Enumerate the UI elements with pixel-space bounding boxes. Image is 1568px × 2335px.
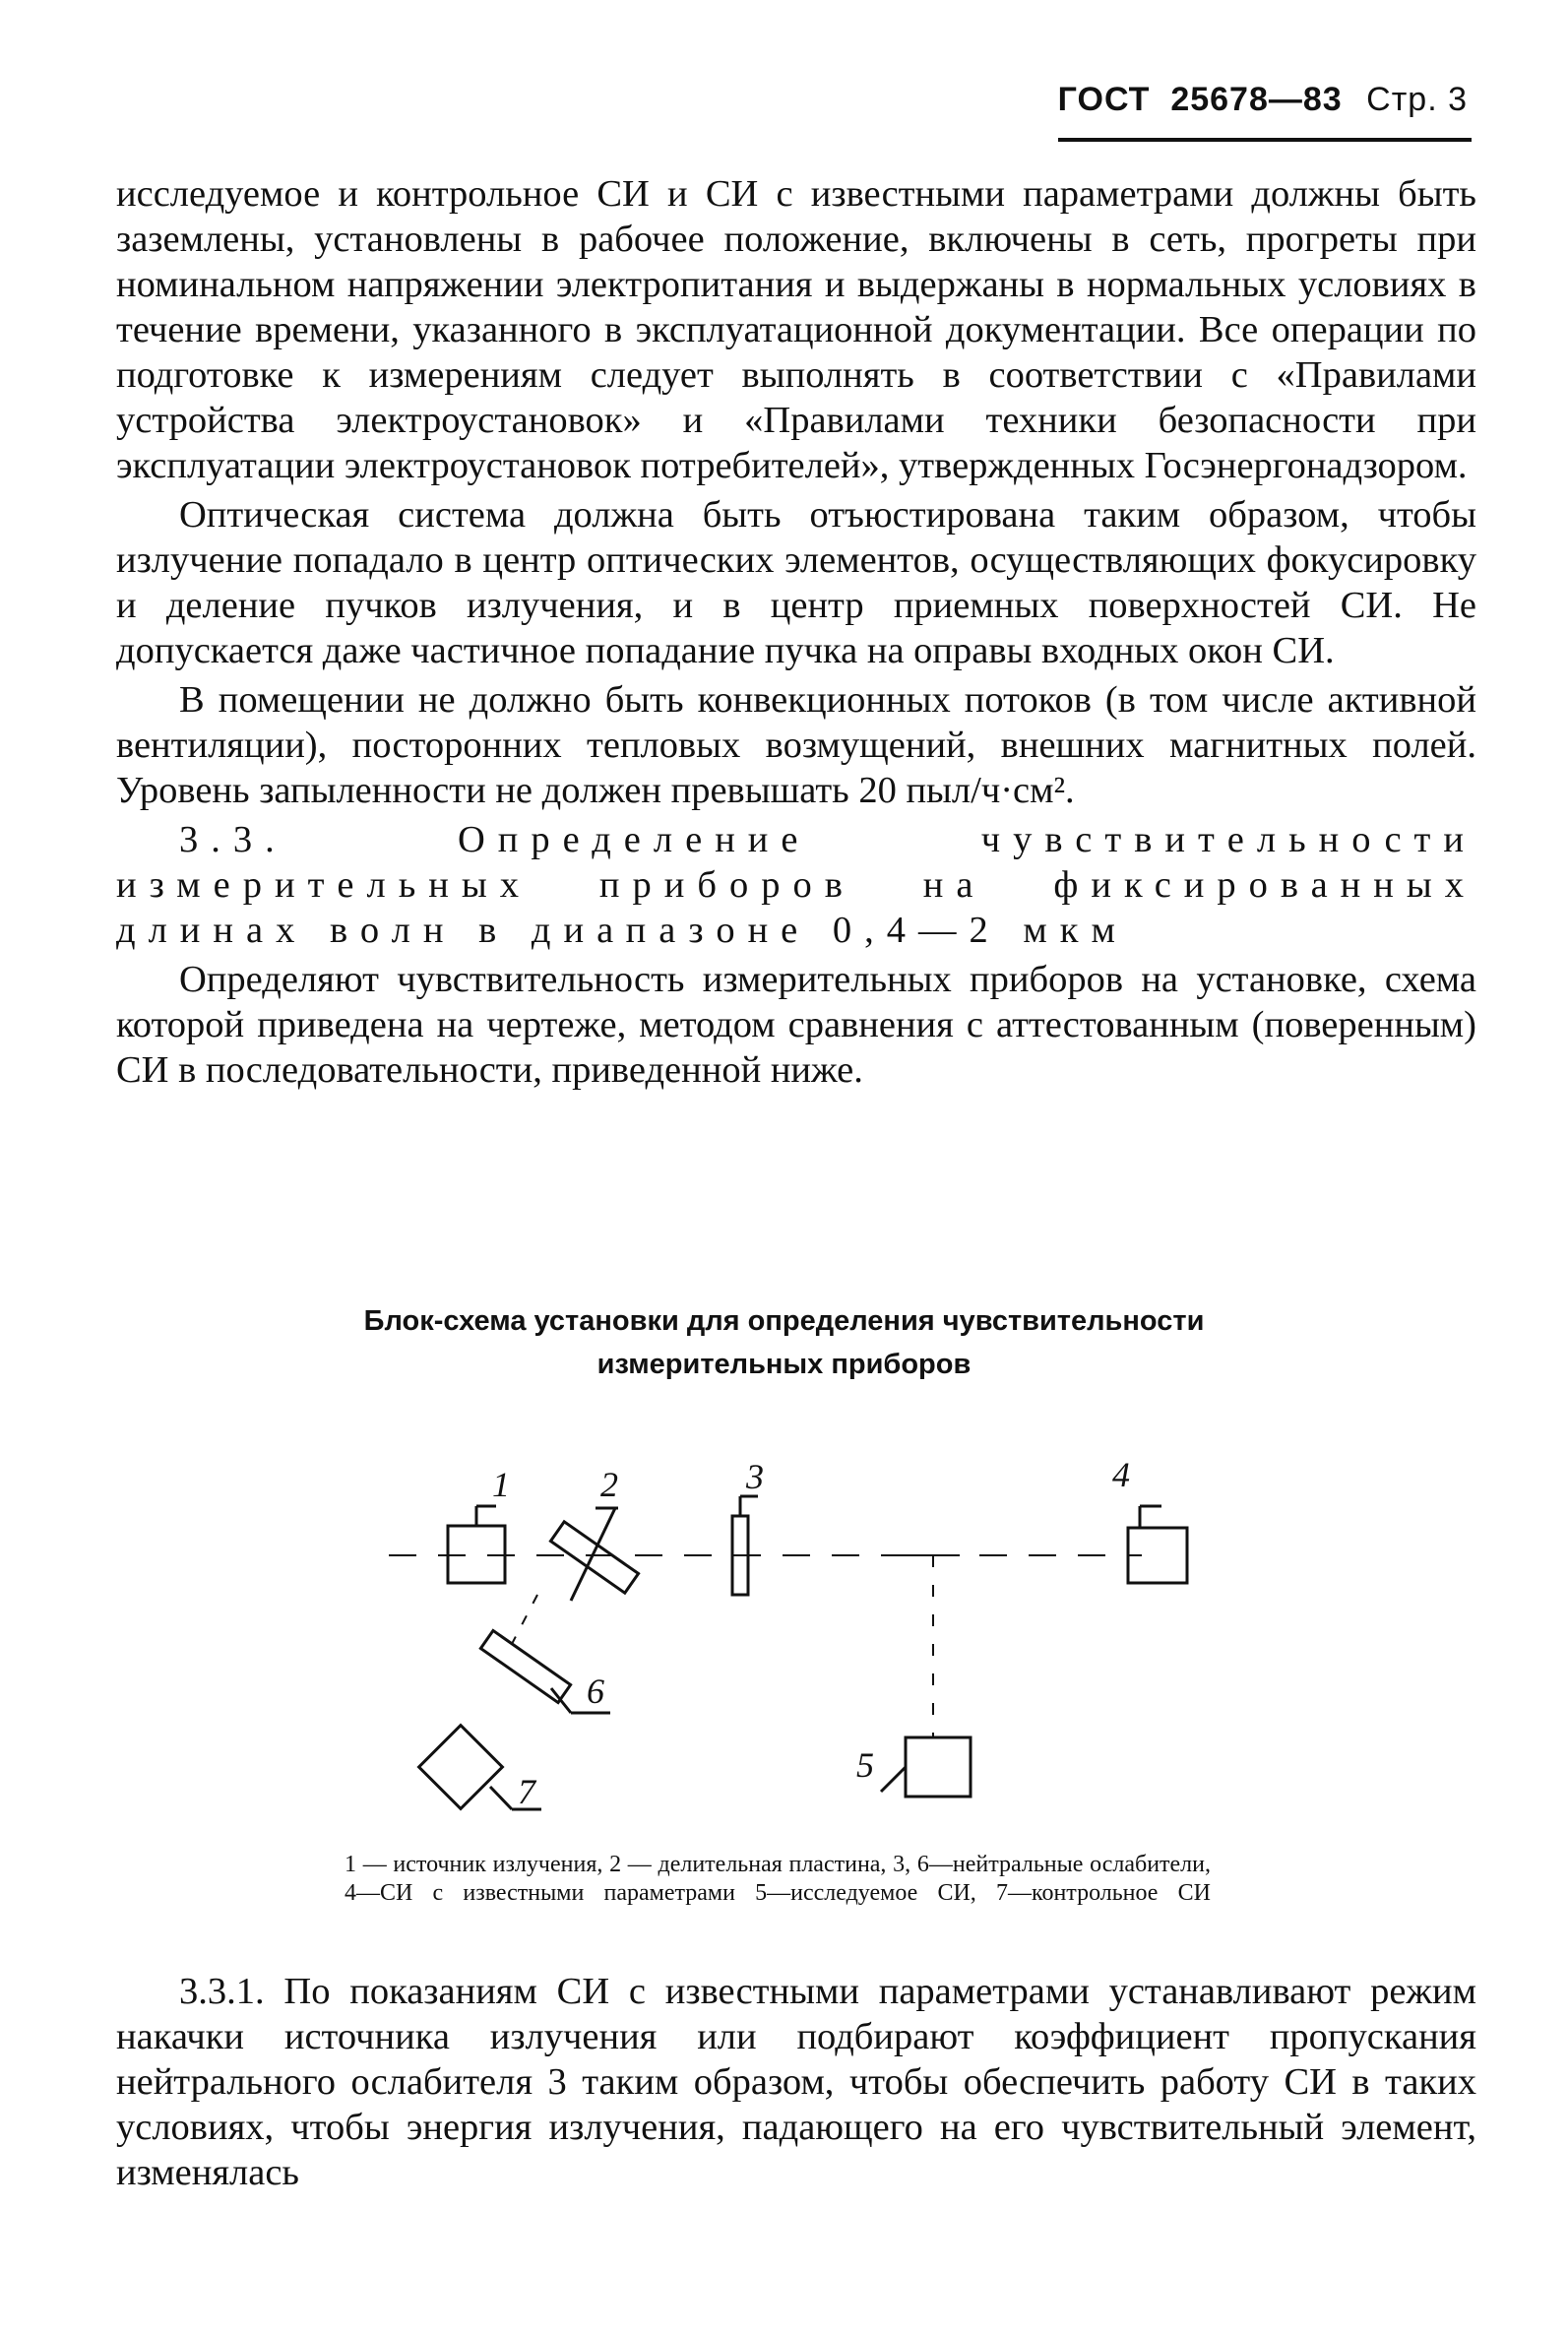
doc-type: ГОСТ — [1057, 81, 1151, 118]
body-text-bottom — [116, 1969, 1476, 2195]
page-number: Стр. 3 — [1366, 81, 1468, 118]
label-1: 1 — [492, 1465, 510, 1504]
label-7: 7 — [518, 1772, 535, 1811]
tested-si-5-box — [906, 1737, 971, 1797]
label-4: 4 — [1112, 1455, 1130, 1494]
paragraph-2: Оптическая система должна быть отъюстирована таким образом, чтобы излучение попадало в центр оптических элементов, осуществляющих фокусировку и деление пучков излучения, и в центр приемных поверхностей СИ. Не допускается даже частичное попадание пучка на оправы входных окон СИ. — [116, 494, 1476, 671]
body-text-top — [116, 171, 1476, 1097]
paragraph-5: Определяют чувствительность измерительных приборов на установке, схема которой приведена на чертеже, методом сравнения с аттестованным (поверенным) СИ в последовательности, приведенной ниже. — [116, 959, 1476, 1091]
label-5: 5 — [856, 1745, 874, 1785]
section-heading-3-3: 3.3. Определение чувствительности измерительных приборов на фиксированных длинах волн в диапазоне 0,4—2 мкм — [116, 819, 1476, 951]
figure-legend: 1 — источник излучения, 2 — делительная пластина, 3, 6—нейтральные ослабители, 4—СИ с известными параметрами 5—исследуемое СИ, 7—контрольное СИ — [345, 1852, 1211, 1906]
label-2: 2 — [600, 1465, 618, 1504]
paragraph-1: исследуемое и контрольное СИ и СИ с известными параметрами должны быть заземлены, установлены в рабочее положение, включены в сеть, прогреты при номинальном напряжении электропитания и выдержаны в нормальных условиях в течение времени, указанного в эксплуатационной документации. Все операции по подготовке к измерениям следует выполнять в соответствии с «Правилами устройства электроустановок» и «Правилами техники безопасности при эксплуатации электроустановок потребителей», утвержденных Госэнергонадзором. — [116, 173, 1476, 486]
attenuator-6 — [480, 1630, 570, 1702]
page-header — [1058, 81, 1468, 119]
paragraph-3: В помещении не должно быть конвекционных потоков (в том числе активной вентиляции), посторонних тепловых возмущений, внешних магнитных полей. Уровень запыленности не должен превышать 20 пыл/ч·см². — [116, 679, 1476, 811]
figure-title-line-2: измерительных приборов — [596, 1349, 972, 1380]
doc-number: 25678—83 — [1170, 81, 1343, 118]
figure-title — [0, 1299, 1568, 1386]
header-rule — [1058, 138, 1472, 142]
splitter-2 — [550, 1522, 638, 1593]
control-si-7-box — [419, 1726, 503, 1809]
label-6: 6 — [587, 1672, 604, 1711]
label-3: 3 — [746, 1457, 764, 1496]
block-diagram — [0, 1418, 1568, 1831]
figure-title-line-1: Блок-схема установки для определения чувствительности — [363, 1305, 1205, 1337]
paragraph-3-3-1: 3.3.1. По показаниям СИ с известными параметрами устанавливают режим накачки источника излучения или подбирают коэффициент пропускания нейтрального ослабителя 3 таким образом, чтобы обеспечить работу СИ в таких условиях, чтобы энергия излучения, падающего на его чувствительный элемент, изменялась — [116, 1971, 1476, 2193]
